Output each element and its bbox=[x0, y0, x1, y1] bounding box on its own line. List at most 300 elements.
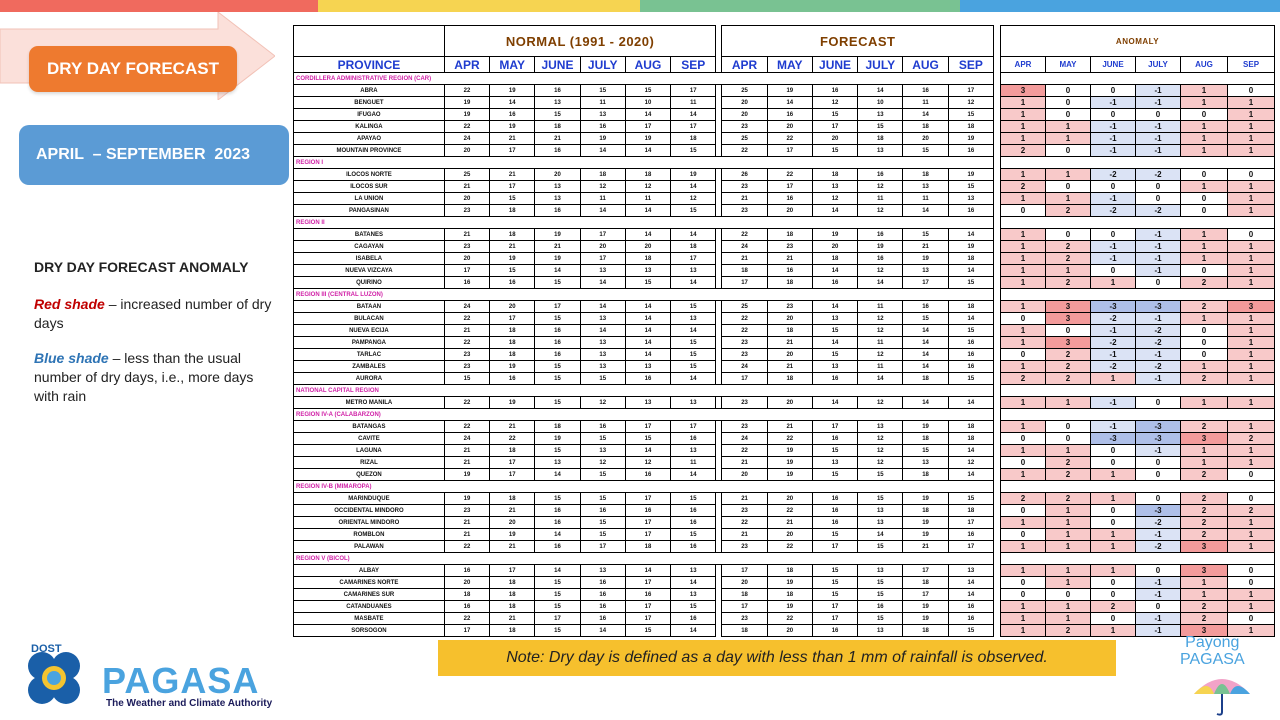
forecast-value: 18 bbox=[767, 325, 812, 337]
anomaly-value: 2 bbox=[1046, 205, 1091, 217]
normal-value: 13 bbox=[580, 313, 625, 325]
forecast-value: 18 bbox=[903, 625, 948, 637]
forecast-value: 21 bbox=[722, 253, 767, 265]
anomaly-value: -1 bbox=[1091, 121, 1136, 133]
anomaly-value: 0 bbox=[1046, 181, 1091, 193]
anomaly-value: 1 bbox=[1046, 601, 1091, 613]
anomaly-value: -1 bbox=[1136, 97, 1181, 109]
anomaly-value: 1 bbox=[1181, 457, 1228, 469]
forecast-value: 19 bbox=[767, 469, 812, 481]
forecast-value: 14 bbox=[948, 445, 993, 457]
normal-value: 18 bbox=[490, 229, 535, 241]
anomaly-value: 1 bbox=[1181, 361, 1228, 373]
normal-value: 16 bbox=[580, 589, 625, 601]
anomaly-value: 1 bbox=[1091, 529, 1136, 541]
anom-region-blank bbox=[1001, 217, 1275, 229]
forecast-value: 21 bbox=[767, 421, 812, 433]
province-row bbox=[294, 145, 994, 157]
anomaly-value: 2 bbox=[1046, 457, 1091, 469]
forecast-value: 15 bbox=[948, 493, 993, 505]
anomaly-value: 1 bbox=[1181, 181, 1228, 193]
anomaly-value: -2 bbox=[1091, 313, 1136, 325]
anomaly-value: 1 bbox=[1001, 277, 1046, 289]
province-name: LA UNION bbox=[294, 193, 445, 205]
province-name: BENGUET bbox=[294, 97, 445, 109]
province-name: QUEZON bbox=[294, 469, 445, 481]
anomaly-value: 3 bbox=[1181, 541, 1228, 553]
normal-value: 17 bbox=[625, 601, 670, 613]
province-row bbox=[294, 517, 994, 529]
normal-value: 15 bbox=[580, 517, 625, 529]
forecast-value: 22 bbox=[722, 145, 767, 157]
forecast-value: 17 bbox=[903, 589, 948, 601]
forecast-value: 23 bbox=[722, 181, 767, 193]
normal-value: 13 bbox=[580, 361, 625, 373]
normal-value: 19 bbox=[444, 493, 489, 505]
normal-value: 13 bbox=[671, 265, 716, 277]
anomaly-value: 2 bbox=[1181, 601, 1228, 613]
normal-value: 16 bbox=[580, 421, 625, 433]
province-name: MOUNTAIN PROVINCE bbox=[294, 145, 445, 157]
anomaly-row bbox=[1001, 577, 1275, 589]
forecast-value: 15 bbox=[858, 589, 903, 601]
normal-value: 21 bbox=[444, 325, 489, 337]
normal-value: 23 bbox=[444, 241, 489, 253]
normal-value: 11 bbox=[580, 193, 625, 205]
normal-value: 16 bbox=[444, 277, 489, 289]
normal-value: 22 bbox=[444, 121, 489, 133]
normal-value: 14 bbox=[671, 277, 716, 289]
forecast-value: 11 bbox=[858, 361, 903, 373]
forecast-value: 14 bbox=[903, 325, 948, 337]
anomaly-value: 0 bbox=[1228, 469, 1275, 481]
anomaly-value: 2 bbox=[1046, 373, 1091, 385]
normal-value: 15 bbox=[671, 601, 716, 613]
anomaly-row bbox=[1001, 433, 1275, 445]
anomaly-value: 1 bbox=[1181, 241, 1228, 253]
normal-value: 16 bbox=[444, 565, 489, 577]
forecast-value: 16 bbox=[812, 277, 857, 289]
forecast-value: 13 bbox=[858, 505, 903, 517]
anomaly-value: 2 bbox=[1181, 373, 1228, 385]
province-row bbox=[294, 229, 994, 241]
forecast-value: 17 bbox=[812, 421, 857, 433]
anomaly-value: 2 bbox=[1181, 493, 1228, 505]
anomaly-value: 0 bbox=[1001, 529, 1046, 541]
forecast-value: 14 bbox=[903, 205, 948, 217]
anomaly-value: 1 bbox=[1091, 541, 1136, 553]
anomaly-value: 0 bbox=[1136, 601, 1181, 613]
anomaly-value: 1 bbox=[1001, 613, 1046, 625]
region-row bbox=[294, 385, 994, 397]
anomaly-value: 2 bbox=[1046, 469, 1091, 481]
forecast-value: 23 bbox=[767, 301, 812, 313]
anomaly-value: 0 bbox=[1001, 589, 1046, 601]
forecast-value: 22 bbox=[767, 169, 812, 181]
forecast-value: 18 bbox=[767, 589, 812, 601]
forecast-value: 14 bbox=[903, 337, 948, 349]
forecast-value: 18 bbox=[858, 133, 903, 145]
normal-value: 16 bbox=[535, 505, 580, 517]
forecast-value: 15 bbox=[858, 577, 903, 589]
forecast-value: 15 bbox=[858, 541, 903, 553]
anomaly-value: -1 bbox=[1136, 625, 1181, 637]
anomaly-value: 2 bbox=[1046, 625, 1091, 637]
normal-value: 23 bbox=[444, 505, 489, 517]
anomaly-row bbox=[1001, 517, 1275, 529]
normal-value: 13 bbox=[625, 397, 670, 409]
anomaly-value: 2 bbox=[1046, 349, 1091, 361]
normal-value: 13 bbox=[535, 97, 580, 109]
forecast-value: 20 bbox=[722, 577, 767, 589]
forecast-value: 14 bbox=[812, 337, 857, 349]
normal-value: 18 bbox=[490, 493, 535, 505]
normal-value: 17 bbox=[490, 181, 535, 193]
forecast-month-header: JUNE bbox=[812, 57, 857, 73]
province-name: ABRA bbox=[294, 85, 445, 97]
forecast-value: 19 bbox=[948, 133, 993, 145]
normal-value: 14 bbox=[625, 337, 670, 349]
normal-value: 13 bbox=[580, 109, 625, 121]
normal-value: 16 bbox=[535, 517, 580, 529]
normal-value: 21 bbox=[444, 457, 489, 469]
anomaly-value: 1 bbox=[1228, 313, 1275, 325]
normal-value: 12 bbox=[580, 457, 625, 469]
normal-value: 13 bbox=[580, 337, 625, 349]
anomaly-value: -2 bbox=[1091, 337, 1136, 349]
forecast-value: 20 bbox=[767, 625, 812, 637]
normal-value: 17 bbox=[625, 421, 670, 433]
normal-value: 16 bbox=[580, 613, 625, 625]
normal-value: 16 bbox=[535, 541, 580, 553]
normal-value: 12 bbox=[625, 457, 670, 469]
forecast-month-header: AUG bbox=[903, 57, 948, 73]
province-row bbox=[294, 613, 994, 625]
forecast-value: 13 bbox=[812, 457, 857, 469]
anom-region-row bbox=[1001, 157, 1275, 169]
anomaly-value: -1 bbox=[1136, 265, 1181, 277]
anomaly-value: 0 bbox=[1046, 85, 1091, 97]
forecast-value: 18 bbox=[948, 253, 993, 265]
forecast-value: 20 bbox=[812, 133, 857, 145]
anomaly-row bbox=[1001, 493, 1275, 505]
province-name: BULACAN bbox=[294, 313, 445, 325]
forecast-value: 23 bbox=[722, 397, 767, 409]
group-forecast: FORECAST bbox=[722, 26, 994, 57]
forecast-value: 19 bbox=[903, 613, 948, 625]
payong-line2: PAGASA bbox=[1180, 651, 1245, 668]
forecast-value: 15 bbox=[903, 445, 948, 457]
anomaly-value: 1 bbox=[1228, 421, 1275, 433]
normal-value: 15 bbox=[671, 205, 716, 217]
anomaly-value: -2 bbox=[1136, 169, 1181, 181]
anomaly-value: 0 bbox=[1228, 229, 1275, 241]
forecast-value: 17 bbox=[767, 181, 812, 193]
normal-value: 18 bbox=[490, 325, 535, 337]
normal-value: 14 bbox=[625, 109, 670, 121]
normal-value: 18 bbox=[671, 241, 716, 253]
normal-value: 17 bbox=[490, 313, 535, 325]
normal-value: 16 bbox=[625, 589, 670, 601]
anomaly-row bbox=[1001, 373, 1275, 385]
anomaly-value: 0 bbox=[1001, 205, 1046, 217]
province-row bbox=[294, 589, 994, 601]
forecast-value: 16 bbox=[767, 193, 812, 205]
forecast-value: 20 bbox=[767, 313, 812, 325]
forecast-value: 20 bbox=[767, 205, 812, 217]
province-row bbox=[294, 565, 994, 577]
anomaly-value: 2 bbox=[1001, 373, 1046, 385]
anomaly-value: -2 bbox=[1136, 337, 1181, 349]
forecast-value: 26 bbox=[722, 169, 767, 181]
region-row bbox=[294, 553, 994, 565]
anomaly-value: 1 bbox=[1046, 445, 1091, 457]
normal-value: 16 bbox=[671, 433, 716, 445]
normal-value: 15 bbox=[535, 445, 580, 457]
normal-value: 17 bbox=[580, 541, 625, 553]
forecast-value: 16 bbox=[948, 349, 993, 361]
normal-month-header: SEP bbox=[671, 57, 716, 73]
normal-value: 15 bbox=[535, 277, 580, 289]
legend-blue-text: – less than the usual number of dry days, i.e., more days with rain bbox=[34, 350, 254, 404]
anomaly-table bbox=[1000, 25, 1275, 637]
forecast-value: 19 bbox=[767, 457, 812, 469]
forecast-value: 15 bbox=[812, 469, 857, 481]
forecast-value: 17 bbox=[948, 85, 993, 97]
anomaly-value: 1 bbox=[1046, 397, 1091, 409]
forecast-value: 18 bbox=[903, 169, 948, 181]
normal-value: 14 bbox=[535, 469, 580, 481]
province-name: MARINDUQUE bbox=[294, 493, 445, 505]
anomaly-row bbox=[1001, 181, 1275, 193]
normal-value: 15 bbox=[535, 313, 580, 325]
normal-value: 17 bbox=[625, 577, 670, 589]
forecast-value: 24 bbox=[722, 433, 767, 445]
forecast-value: 17 bbox=[903, 277, 948, 289]
normal-value: 15 bbox=[535, 373, 580, 385]
normal-value: 16 bbox=[535, 349, 580, 361]
normal-value: 19 bbox=[625, 133, 670, 145]
forecast-value: 13 bbox=[948, 565, 993, 577]
normal-value: 19 bbox=[535, 433, 580, 445]
anomaly-value: 1 bbox=[1001, 469, 1046, 481]
forecast-value: 15 bbox=[903, 229, 948, 241]
anomaly-value: 1 bbox=[1001, 337, 1046, 349]
normal-value: 17 bbox=[671, 253, 716, 265]
province-name: TARLAC bbox=[294, 349, 445, 361]
normal-value: 15 bbox=[625, 277, 670, 289]
anomaly-value: 1 bbox=[1046, 169, 1091, 181]
forecast-value: 21 bbox=[767, 361, 812, 373]
forecast-value: 14 bbox=[948, 469, 993, 481]
anomaly-value: 0 bbox=[1091, 229, 1136, 241]
anomaly-value: 2 bbox=[1046, 241, 1091, 253]
normal-value: 19 bbox=[444, 97, 489, 109]
normal-value: 15 bbox=[580, 493, 625, 505]
normal-value: 16 bbox=[535, 337, 580, 349]
anomaly-row bbox=[1001, 445, 1275, 457]
normal-value: 21 bbox=[490, 505, 535, 517]
forecast-value: 19 bbox=[858, 241, 903, 253]
forecast-value: 22 bbox=[767, 433, 812, 445]
normal-value: 17 bbox=[625, 493, 670, 505]
anomaly-value: 0 bbox=[1091, 589, 1136, 601]
forecast-value: 15 bbox=[812, 445, 857, 457]
normal-value: 16 bbox=[671, 541, 716, 553]
anomaly-value: 0 bbox=[1001, 313, 1046, 325]
normal-value: 13 bbox=[625, 265, 670, 277]
normal-value: 20 bbox=[444, 145, 489, 157]
forecast-value: 12 bbox=[858, 265, 903, 277]
normal-value: 19 bbox=[444, 109, 489, 121]
normal-value: 16 bbox=[535, 145, 580, 157]
anomaly-row bbox=[1001, 349, 1275, 361]
anomaly-value: 1 bbox=[1228, 145, 1275, 157]
forecast-value: 22 bbox=[722, 445, 767, 457]
forecast-value: 14 bbox=[903, 349, 948, 361]
province-name: ISABELA bbox=[294, 253, 445, 265]
normal-value: 14 bbox=[535, 565, 580, 577]
normal-value: 13 bbox=[625, 361, 670, 373]
forecast-value: 21 bbox=[767, 253, 812, 265]
anom-region-blank bbox=[1001, 481, 1275, 493]
normal-value: 14 bbox=[580, 205, 625, 217]
normal-value: 14 bbox=[671, 469, 716, 481]
anomaly-value: 0 bbox=[1136, 469, 1181, 481]
normal-value: 19 bbox=[490, 253, 535, 265]
province-row bbox=[294, 361, 994, 373]
normal-value: 21 bbox=[490, 169, 535, 181]
forecast-value: 16 bbox=[948, 613, 993, 625]
legend-blue-label: Blue shade bbox=[34, 350, 109, 366]
normal-value: 13 bbox=[671, 565, 716, 577]
forecast-value: 14 bbox=[858, 277, 903, 289]
forecast-value: 16 bbox=[858, 229, 903, 241]
normal-value: 24 bbox=[444, 433, 489, 445]
forecast-value: 15 bbox=[812, 589, 857, 601]
anomaly-value: -1 bbox=[1136, 133, 1181, 145]
anomaly-value: 0 bbox=[1136, 457, 1181, 469]
forecast-value: 18 bbox=[948, 121, 993, 133]
normal-value: 11 bbox=[625, 193, 670, 205]
anomaly-row bbox=[1001, 169, 1275, 181]
normal-value: 18 bbox=[444, 589, 489, 601]
anom-region-blank bbox=[1001, 553, 1275, 565]
anom-region-blank bbox=[1001, 73, 1275, 85]
forecast-value: 17 bbox=[812, 613, 857, 625]
anomaly-row bbox=[1001, 601, 1275, 613]
region-row bbox=[294, 217, 994, 229]
forecast-value: 18 bbox=[812, 253, 857, 265]
province-name: QUIRINO bbox=[294, 277, 445, 289]
anomaly-value: 1 bbox=[1181, 229, 1228, 241]
forecast-value: 14 bbox=[948, 265, 993, 277]
province-name: AURORA bbox=[294, 373, 445, 385]
normal-value: 21 bbox=[444, 445, 489, 457]
anomaly-value: 0 bbox=[1181, 337, 1228, 349]
forecast-value: 12 bbox=[858, 205, 903, 217]
anomaly-value: 1 bbox=[1001, 193, 1046, 205]
forecast-value: 13 bbox=[903, 457, 948, 469]
forecast-value: 12 bbox=[948, 457, 993, 469]
anomaly-value: 2 bbox=[1001, 145, 1046, 157]
normal-value: 14 bbox=[625, 325, 670, 337]
forecast-value: 20 bbox=[722, 469, 767, 481]
normal-value: 21 bbox=[490, 613, 535, 625]
forecast-value: 15 bbox=[812, 529, 857, 541]
forecast-value: 15 bbox=[812, 109, 857, 121]
province-name: SORSOGON bbox=[294, 625, 445, 637]
normal-value: 18 bbox=[490, 349, 535, 361]
forecast-value: 12 bbox=[858, 313, 903, 325]
anomaly-value: 0 bbox=[1001, 505, 1046, 517]
anomaly-value: 1 bbox=[1181, 145, 1228, 157]
forecast-value: 14 bbox=[903, 109, 948, 121]
province-row bbox=[294, 169, 994, 181]
province-row bbox=[294, 97, 994, 109]
anomaly-value: 1 bbox=[1001, 445, 1046, 457]
normal-value: 17 bbox=[625, 517, 670, 529]
province-name: ALBAY bbox=[294, 565, 445, 577]
normal-value: 14 bbox=[625, 145, 670, 157]
anom-region-row bbox=[1001, 385, 1275, 397]
anomaly-value: -3 bbox=[1136, 301, 1181, 313]
province-row bbox=[294, 445, 994, 457]
anomaly-value: 2 bbox=[1181, 613, 1228, 625]
normal-value: 14 bbox=[490, 97, 535, 109]
anomaly-value: 2 bbox=[1001, 493, 1046, 505]
anomaly-value: 0 bbox=[1181, 109, 1228, 121]
anomaly-value: 1 bbox=[1181, 253, 1228, 265]
normal-value: 12 bbox=[580, 397, 625, 409]
anomaly-row bbox=[1001, 613, 1275, 625]
anomaly-value: 0 bbox=[1091, 457, 1136, 469]
anomaly-value: -2 bbox=[1091, 361, 1136, 373]
forecast-value: 22 bbox=[722, 517, 767, 529]
normal-value: 15 bbox=[490, 193, 535, 205]
forecast-value: 13 bbox=[903, 265, 948, 277]
forecast-value: 22 bbox=[722, 229, 767, 241]
normal-value: 17 bbox=[580, 253, 625, 265]
anomaly-value: 2 bbox=[1001, 181, 1046, 193]
forecast-value: 14 bbox=[812, 205, 857, 217]
anomaly-value: -2 bbox=[1091, 205, 1136, 217]
forecast-value: 18 bbox=[812, 169, 857, 181]
anomaly-value: 1 bbox=[1001, 421, 1046, 433]
anomaly-value: 1 bbox=[1046, 193, 1091, 205]
normal-value: 21 bbox=[535, 133, 580, 145]
forecast-value: 13 bbox=[858, 145, 903, 157]
province-row bbox=[294, 85, 994, 97]
anomaly-value: -1 bbox=[1091, 97, 1136, 109]
province-name: METRO MANILA bbox=[294, 397, 445, 409]
forecast-value: 17 bbox=[812, 601, 857, 613]
normal-value: 14 bbox=[535, 529, 580, 541]
forecast-value: 17 bbox=[812, 541, 857, 553]
forecast-value: 16 bbox=[858, 601, 903, 613]
anomaly-row bbox=[1001, 337, 1275, 349]
normal-value: 15 bbox=[671, 361, 716, 373]
legend-red-text: – increased number of dry days bbox=[34, 296, 272, 331]
normal-value: 17 bbox=[444, 625, 489, 637]
province-row bbox=[294, 541, 994, 553]
forecast-value: 17 bbox=[948, 541, 993, 553]
anomaly-row bbox=[1001, 97, 1275, 109]
anomaly-value: 0 bbox=[1228, 493, 1275, 505]
forecast-value: 17 bbox=[722, 373, 767, 385]
forecast-value: 23 bbox=[722, 613, 767, 625]
anomaly-value: 1 bbox=[1228, 277, 1275, 289]
